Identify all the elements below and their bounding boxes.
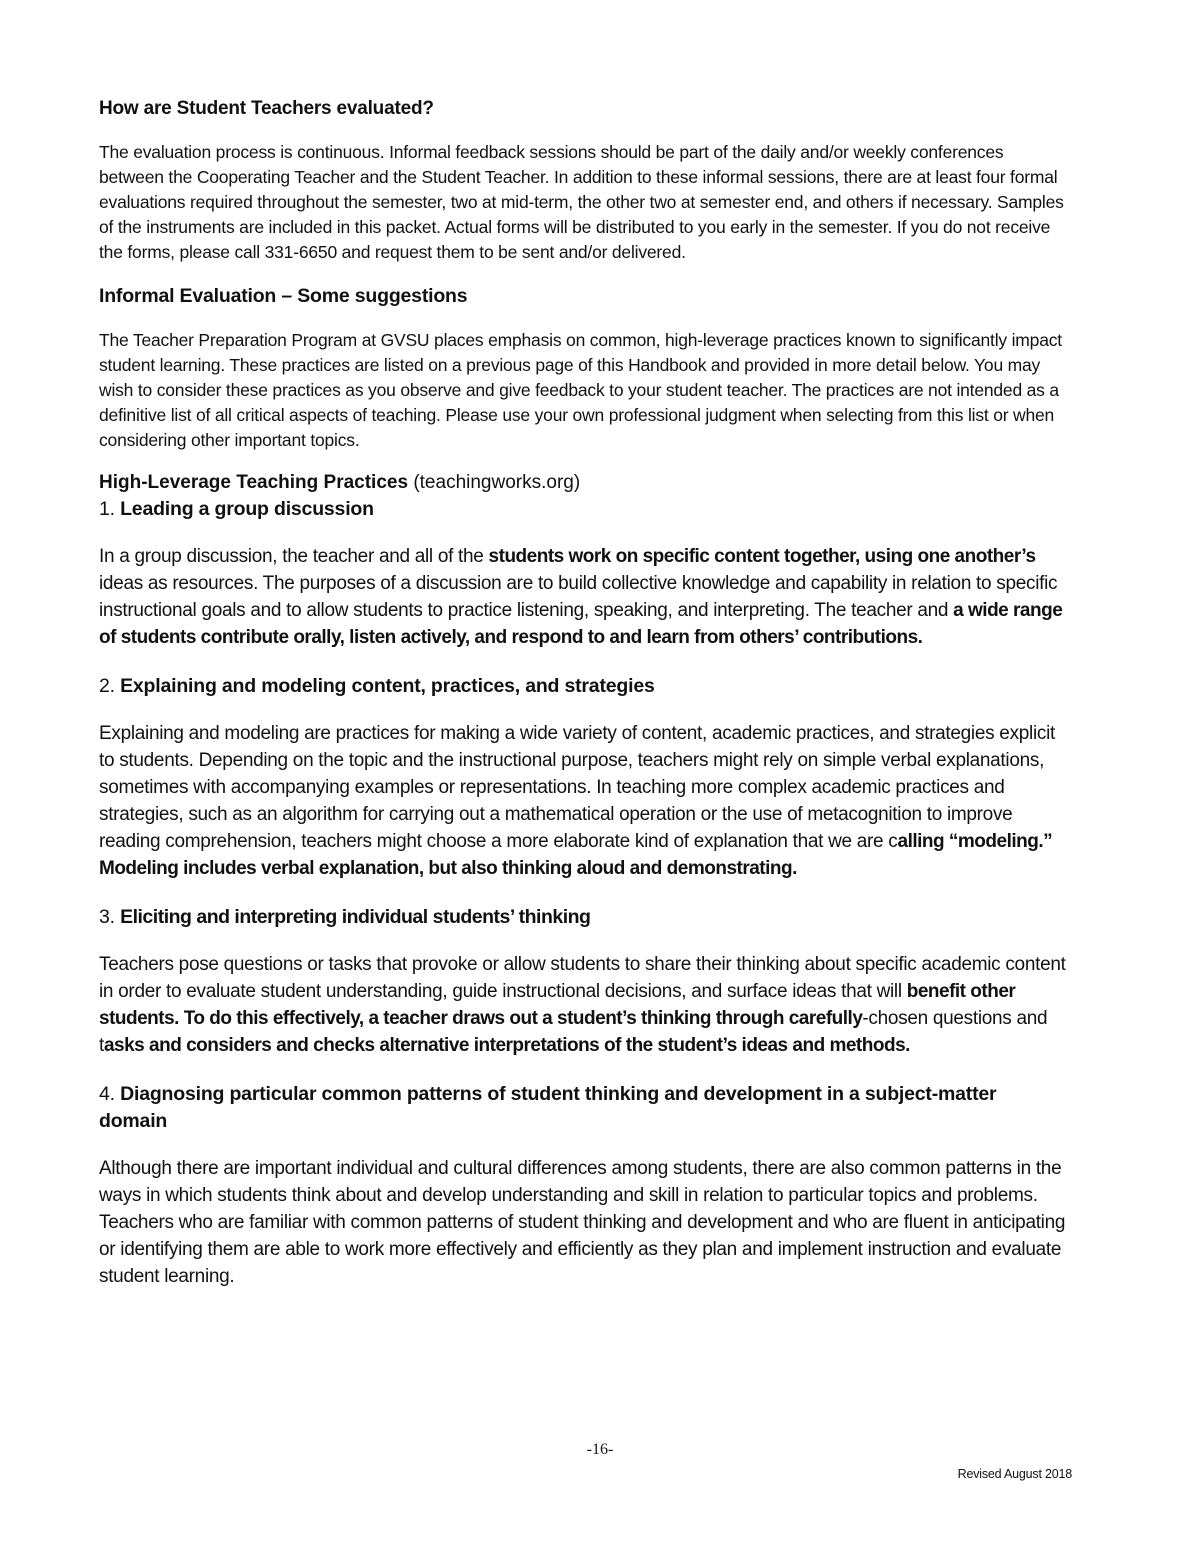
practice-3-number: 3. <box>99 906 115 928</box>
practice-2-title: Explaining and modeling content, practices, and strategies <box>120 675 655 697</box>
hlp-heading <box>99 469 1069 496</box>
practice-1-title: Leading a group discussion <box>120 498 374 520</box>
practice-1-number: 1. <box>99 498 115 520</box>
revision-note: Revised August 2018 <box>957 1467 1072 1481</box>
practice-1-text-b: ideas as resources. The purposes of a discussion are to build collective knowledge and capability in relation to specific instructional goals and to allow students to practice listening, speaking, and interpreting. The teacher and <box>99 573 1058 621</box>
hlp-source: (teachingworks.org) <box>413 472 581 493</box>
page-number: -16- <box>586 1441 614 1458</box>
practice-1-emphasis-b: a wide range of students contribute orally, listen actively, and respond to and learn from others’ contributions. <box>99 600 1063 648</box>
hlp-title: High-Leverage Teaching Practices <box>99 472 409 493</box>
practice-3-emphasis-a: benefit other students. To do this effectively, a teacher draws out a student’s thinking through carefully <box>99 981 1016 1029</box>
practice-1-text-a: In a group discussion, the teacher and all of the <box>99 546 489 567</box>
practice-1-paragraph <box>99 543 1069 651</box>
informal-paragraph: The Teacher Preparation Program at GVSU places emphasis on common, high-leverage practices known to significantly impact student learning. These practices are listed on a previous page of this Handbook and provided in more detail below. You may wish to consider these practices as you observe and give feedback to your student teacher. The practices are not intended as a definitive list of all critical aspects of teaching. Please use your own professional judgment when selecting from this list or when considering other important topics. <box>99 330 1062 450</box>
practice-3-paragraph <box>99 951 1069 1059</box>
practice-3-text-a: Teachers pose questions or tasks that provoke or allow students to share their thinking about specific academic content in order to evaluate student understanding, guide instructional decisions, and surface ideas that will <box>99 954 1066 1002</box>
document-page <box>99 98 1069 1312</box>
practice-3-title: Eliciting and interpreting individual students’ thinking <box>120 906 591 928</box>
practice-2-number: 2. <box>99 675 115 697</box>
practice-1-emphasis-a: students work on specific content together, using one another’s <box>488 546 1036 567</box>
practice-4-number: 4. <box>99 1083 115 1105</box>
practice-2-text-a: Explaining and modeling are practices for making a wide variety of content, academic practices, and strategies explicit to students. Depending on the topic and the instructional purpose, teachers might rely on simple verbal explanations, sometimes with accompanying examples or representations. In teaching more complex academic practices and strategies, such as an algorithm for carrying out a mathematical operation or the use of metacognition to improve reading comprehension, teachers might choose a more elaborate kind of explanation that we are c <box>99 723 1055 852</box>
practice-4-paragraph <box>99 1155 1069 1290</box>
practice-2-paragraph <box>99 720 1069 882</box>
practice-4-text-a: Although there are important individual and cultural differences among students, there are also common patterns in the ways in which students think about and develop understanding and skill in relation to particular topics and problems. Teachers who are familiar with common patterns of student thinking and development and who are fluent in anticipating or identifying them are able to work more effectively and efficiently as they plan and implement instruction and evaluate student learning. <box>99 1158 1066 1287</box>
section-heading-evaluation: How are Student Teachers evaluated? <box>99 98 434 119</box>
practice-2-heading <box>99 673 1069 700</box>
section-heading-informal: Informal Evaluation – Some suggestions <box>99 285 468 307</box>
practice-4-title: Diagnosing particular common patterns of student thinking and development in a subject-matter domain <box>99 1083 997 1132</box>
practice-4-heading <box>99 1081 1069 1135</box>
evaluation-paragraph: The evaluation process is continuous. Informal feedback sessions should be part of the daily and/or weekly conferences between the Cooperating Teacher and the Student Teacher. In addition to these informal sessions, there are at least four formal evaluations required throughout the semester, two at mid-term, the other two at semester end, and others if necessary. Samples of the instruments are included in this packet. Actual forms will be distributed to you early in the semester. If you do not receive the forms, please call 331-6650 and request them to be sent and/or delivered. <box>99 142 1064 262</box>
practice-2-emphasis-a: alling “modeling.” Modeling includes verbal explanation, but also thinking aloud and demonstrating. <box>99 831 1053 879</box>
practice-1-heading <box>99 496 1069 523</box>
practice-3-heading <box>99 904 1069 931</box>
practice-3-text-b: -chosen questions and t <box>99 1008 1048 1056</box>
practice-3-emphasis-b: asks and considers and checks alternative interpretations of the student’s ideas and methods. <box>103 1035 910 1056</box>
